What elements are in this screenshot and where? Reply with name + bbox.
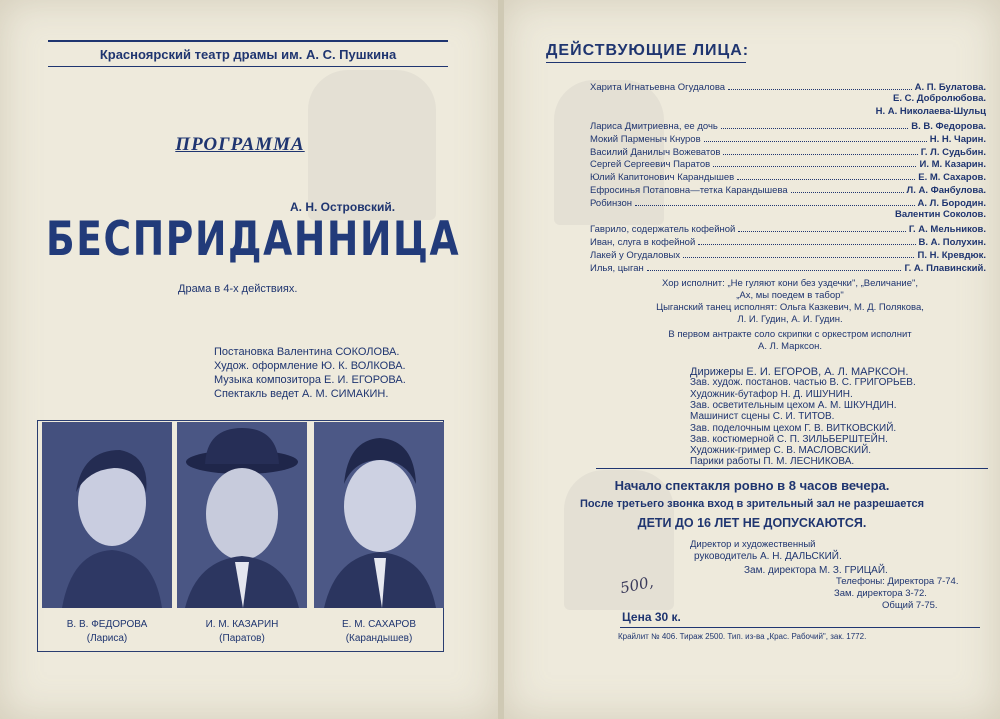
leader-dots <box>647 270 902 271</box>
price-rule <box>620 627 980 628</box>
cast-actor: А. П. Булатова. <box>914 82 986 93</box>
cast-role: Юлий Капитонович Карандышев <box>590 172 735 184</box>
cast-actor: Г. Л. Судьбин. <box>920 146 986 158</box>
cast-role: Василий Данилыч Вожеватов <box>590 146 721 158</box>
cast-actor: Л. А. Фанбулова. <box>906 185 986 197</box>
cast-actor: И. М. Казарин. <box>919 159 986 171</box>
leader-dots <box>698 244 915 245</box>
phone-deputy: Зам. директора 3-72. <box>834 588 927 599</box>
leader-dots <box>713 166 916 167</box>
caption-kazarin <box>177 618 307 646</box>
leader-dots <box>704 141 927 142</box>
cast-row <box>590 196 986 209</box>
price: Цена 30 к. <box>622 610 681 624</box>
cast-actor: Г. А. Мельников. <box>908 223 986 235</box>
cast-row <box>590 132 986 145</box>
cast-actor: П. Н. Кревдюк. <box>917 249 986 261</box>
theater-name: Красноярский театр драмы им. А. С. Пушкина <box>99 47 397 62</box>
photo-sakharov <box>314 422 444 608</box>
leader-dots <box>738 231 905 232</box>
cast-role: Мокий Парменыч Кнуров <box>590 133 701 145</box>
age-restriction: ДЕТИ ДО 16 ЛЕТ НЕ ДОПУСКАЮТСЯ. <box>637 516 867 530</box>
play-title: БЕСПРИДАННИЦА <box>46 212 461 267</box>
caption-role: (Карандышев) <box>345 633 413 644</box>
phone-director: Телефоны: Директора 7-74. <box>836 576 959 587</box>
cast-row <box>590 170 986 183</box>
cast-role: Иван, слуга в кофейной <box>590 236 696 248</box>
portrait-man-hat-icon <box>177 422 307 608</box>
top-rule <box>48 40 448 42</box>
cast-role: Гаврило, содержатель кофейной <box>590 223 736 235</box>
start-time: Начало спектакля ровно в 8 часов вечера. <box>614 478 890 493</box>
cast-alternate-actor: Н. А. Николаева-Шульц <box>875 105 986 117</box>
staff-line: Машинист сцены С. И. ТИТОВ. <box>690 411 835 423</box>
caption-fedorova <box>42 618 172 646</box>
phone-general: Общий 7-75. <box>882 600 938 611</box>
caption-name: И. М. КАЗАРИН <box>205 619 279 630</box>
leader-dots <box>737 179 915 180</box>
cast-alternate-actor: Е. С. Добролюбова. <box>892 92 986 104</box>
cast-role: Робинзон <box>590 198 632 210</box>
caption-role: (Лариса) <box>86 633 128 644</box>
cast-actor: В. А. Полухин. <box>918 236 986 248</box>
right-page <box>504 0 1000 719</box>
cast-actor: Г. А. Плавинский. <box>904 262 986 274</box>
dance-line-2: Л. И. Гудин, А. И. Гудин. <box>737 314 843 325</box>
credit-director: Постановка Валентина СОКОЛОВА. <box>214 346 400 358</box>
violin-line-1: В первом антракте соло скрипки с оркестром исполнит <box>668 329 912 340</box>
dance-line-1: Цыганский танец исполнят: Ольга Казкевич, М. Д. Полякова, <box>656 302 924 313</box>
choir-line-2: „Ах, мы поедем в табор" <box>736 290 844 301</box>
handwritten-note: 500, <box>618 572 655 598</box>
staff-line: Зав. поделочным цехом Г. В. ВИТКОВСКИЙ. <box>690 422 897 434</box>
leader-dots <box>721 128 908 129</box>
imprint: Крайлит № 406. Тираж 2500. Тип. из-ва „Крас. Рабочий", зак. 1772. <box>618 632 867 641</box>
theater-underline <box>48 66 448 67</box>
cast-row <box>590 235 986 248</box>
cast-row <box>590 157 986 170</box>
photo-kazarin <box>177 422 307 608</box>
cast-role: Илья, цыган <box>590 262 644 274</box>
cast-row <box>590 80 986 93</box>
choir-note <box>600 278 980 302</box>
cast-title: ДЕЙСТВУЮЩИЕ ЛИЦА: <box>546 42 750 59</box>
leader-dots <box>791 192 904 193</box>
staff-line: Художник-бутафор Н. Д. ИШУНИН. <box>690 388 853 400</box>
cast-row <box>590 222 986 235</box>
caption-role: (Паратов) <box>219 633 265 644</box>
credit-stage-manager: Спектакль ведет А. М. СИМАКИН. <box>214 388 389 400</box>
cast-role: Ефросинья Потаповна—тетка Карандышева <box>590 185 788 197</box>
leader-dots <box>728 89 912 90</box>
caption-name: Е. М. САХАРОВ <box>341 619 417 630</box>
program-label: ПРОГРАММА <box>175 134 305 155</box>
leader-dots <box>635 205 915 206</box>
cast-row <box>590 145 986 158</box>
credit-music: Музыка композитора Е. И. ЕГОРОВА. <box>214 374 406 386</box>
author: А. Н. Островский. <box>290 200 396 214</box>
cast-role: Харита Игнатьевна Огудалова <box>590 82 726 93</box>
photo-fedorova <box>42 422 172 608</box>
caption-name: В. В. ФЕДОРОВА <box>66 619 148 630</box>
choir-line-1: Хор исполнит: „Не гуляют кони без уздечки", „Величание", <box>662 278 918 289</box>
violin-note <box>600 329 980 353</box>
violin-line-2: А. Л. Марксон. <box>757 341 822 352</box>
leader-dots <box>723 154 917 155</box>
cast-row <box>590 261 986 274</box>
dance-note <box>600 302 980 326</box>
cast-actor: В. В. Федорова. <box>911 120 986 132</box>
genre: Драма в 4-х действиях. <box>178 283 298 295</box>
staff-line: Дирижеры Е. И. ЕГОРОВ, А. Л. МАРКСОН. <box>690 366 909 378</box>
divider <box>596 468 988 469</box>
portrait-man-icon <box>314 422 444 608</box>
cast-actor: А. Л. Бородин. <box>917 198 986 210</box>
deputy-director: Зам. директора М. З. ГРИЦАЙ. <box>744 565 888 576</box>
cast-alternate-actor: Валентин Соколов. <box>895 209 986 220</box>
caption-sakharov <box>314 618 444 646</box>
left-page <box>0 0 498 719</box>
late-warning: После третьего звонка вход в зрительный зал не разрешается <box>579 498 924 510</box>
credit-designer: Худож. оформление Ю. К. ВОЛКОВА. <box>214 360 406 372</box>
staff-line: Зав. худож. постанов. частью В. С. ГРИГОРЬЕВ. <box>690 377 916 389</box>
staff-line: Парики работы П. М. ЛЕСНИКОВА. <box>690 456 855 468</box>
cast-actor: Н. Н. Чарин. <box>929 133 986 145</box>
cast-role: Сергей Сергеевич Паратов <box>590 159 711 171</box>
cast-row <box>590 248 986 261</box>
cast-row <box>590 183 986 196</box>
cast-row <box>590 119 986 132</box>
staff-line: Зав. осветительным цехом А. М. ШКУНДИН. <box>690 399 897 411</box>
cast-role: Лариса Дмитриевна, ее дочь <box>590 120 718 132</box>
director-line-2: руководитель А. Н. ДАЛЬСКИЙ. <box>694 551 842 562</box>
cast-role: Лакей у Огудаловых <box>590 249 681 261</box>
cast-actor: Е. М. Сахаров. <box>918 172 986 184</box>
portrait-woman-icon <box>42 422 172 608</box>
staff-line: Зав. костюмерной С. П. ЗИЛЬБЕРШТЕЙН. <box>690 433 888 445</box>
director-line-1: Директор и художественный <box>690 539 816 550</box>
leader-dots <box>683 257 914 258</box>
cast-title-underline <box>546 62 746 63</box>
staff-line: Художник-гример С. В. МАСЛОВСКИЙ. <box>690 445 872 457</box>
